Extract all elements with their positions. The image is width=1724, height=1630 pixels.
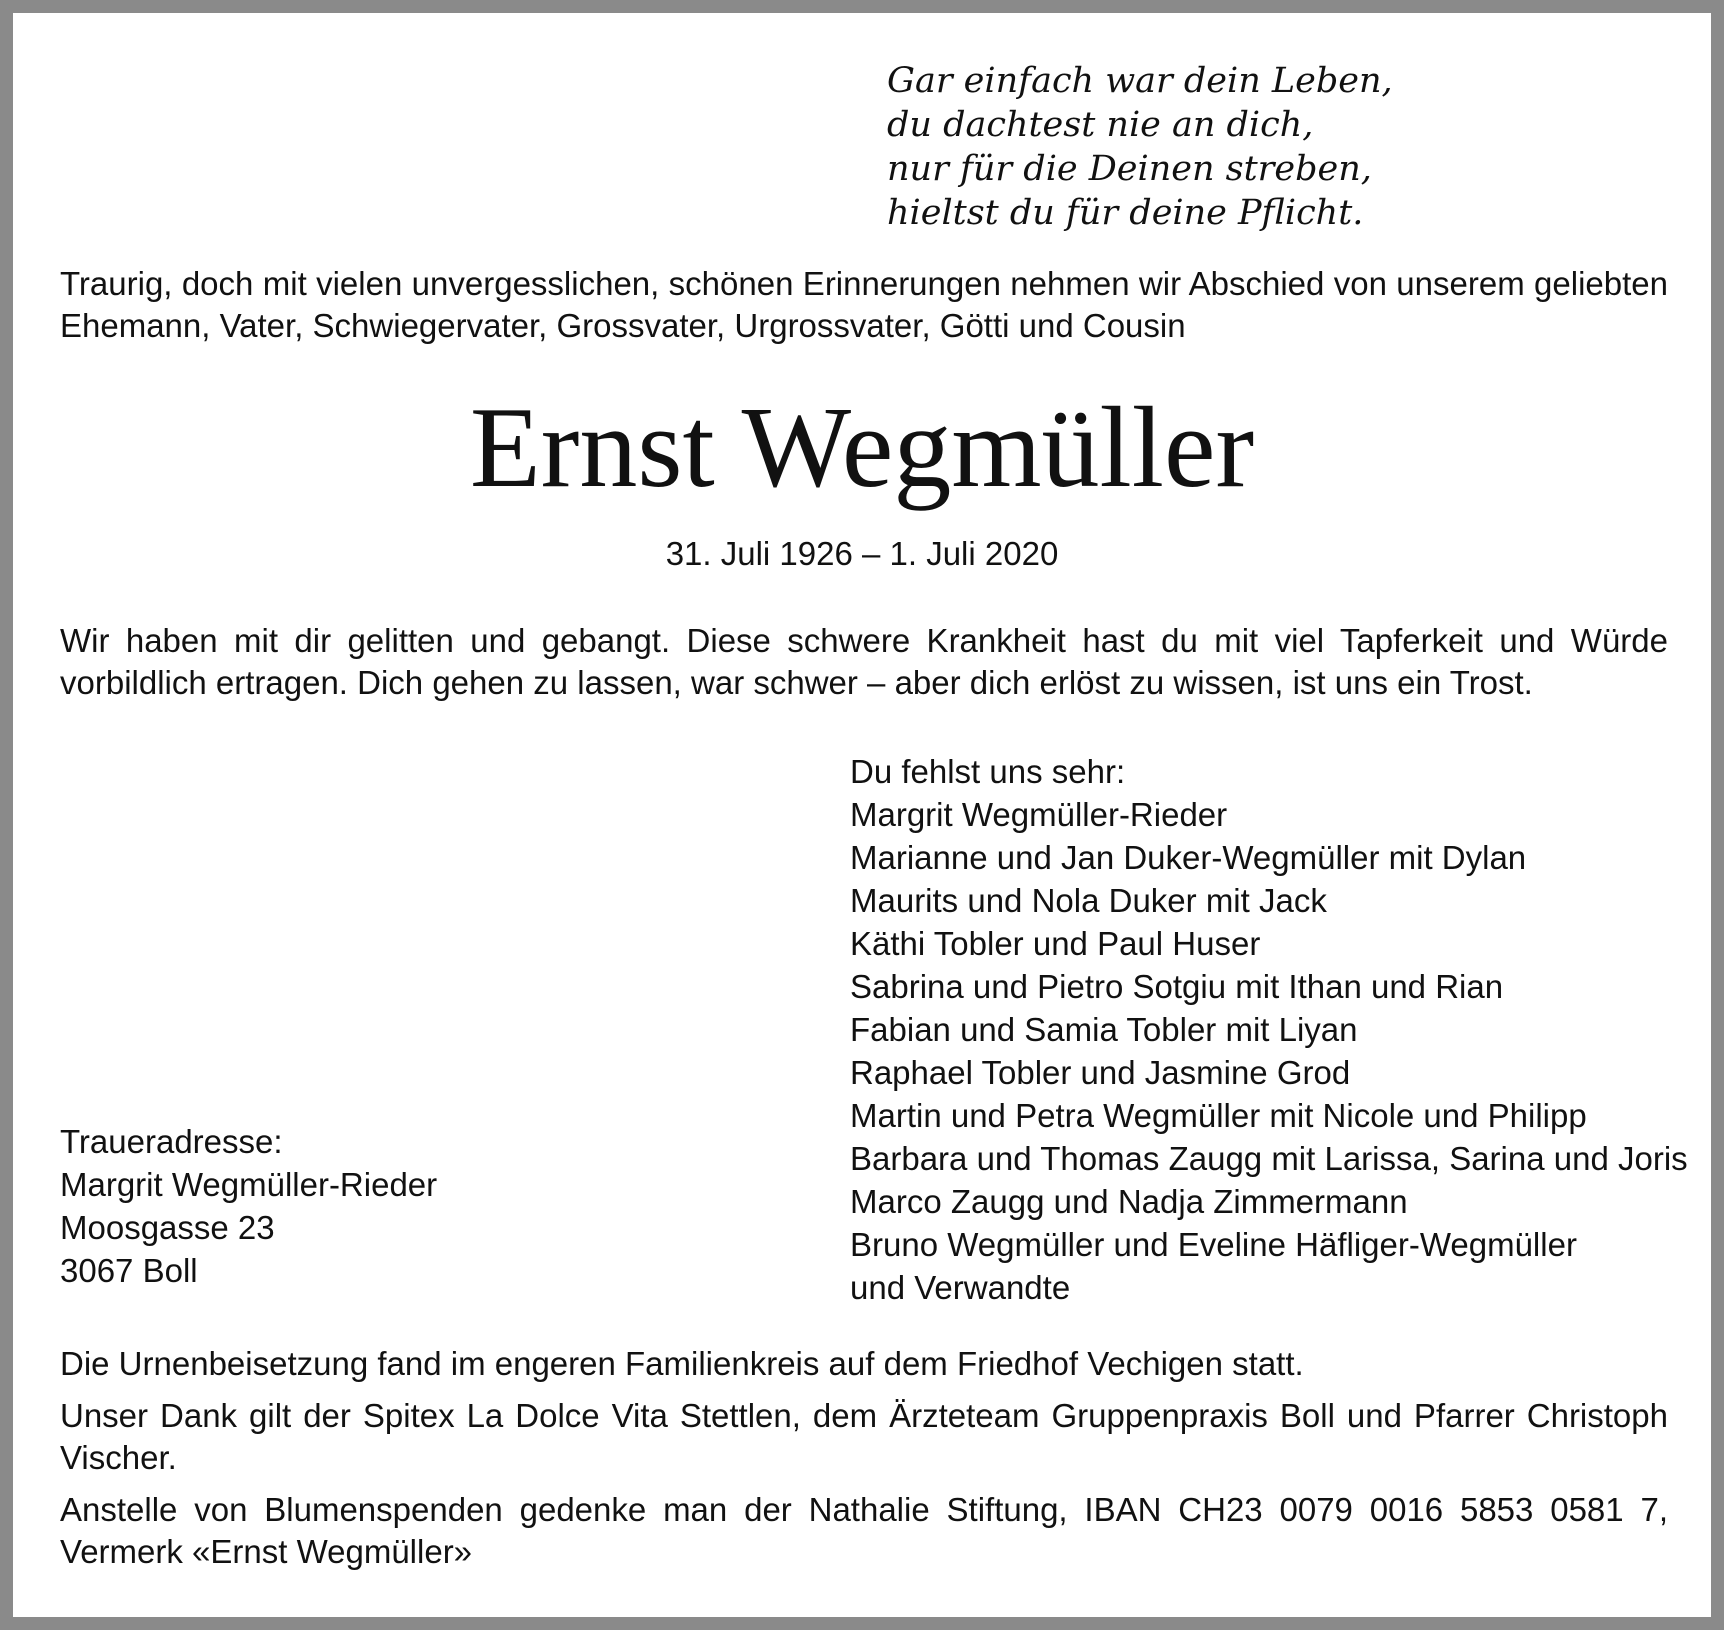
mourner-entry: Käthi Tobler und Paul Huser — [850, 925, 1261, 962]
address-heading: Traueradresse: — [60, 1123, 283, 1160]
mourners-heading: Du fehlst uns sehr: — [850, 753, 1126, 790]
tribute-text: Wir haben mit dir gelitten und gebangt. Diese schwere Krankheit hast du mit viel Tapferkeit und Würde vorbildlich ertragen. Dich gehen zu lassen, war schwer – aber dich erlöst zu wissen, ist uns ein Trost. — [60, 622, 1668, 701]
mourner-entry: Martin und Petra Wegmüller mit Nicole und Philipp — [850, 1097, 1587, 1134]
burial-note: Die Urnenbeisetzung fand im engeren Familienkreis auf dem Friedhof Vechigen statt. — [60, 1345, 1304, 1382]
mourners-list — [850, 750, 1688, 1309]
mourner-entry: Raphael Tobler und Jasmine Grod — [850, 1054, 1351, 1091]
mourner-entry: Maurits und Nola Duker mit Jack — [850, 882, 1327, 919]
poem-line: hieltst du für deine Pflicht. — [887, 193, 1364, 233]
obituary-notice — [13, 13, 1711, 1617]
life-dates: 31. Juli 1926 – 1. Juli 2020 — [665, 535, 1059, 572]
mourner-entry: Fabian und Samia Tobler mit Liyan — [850, 1011, 1358, 1048]
mourner-entry: Margrit Wegmüller-Rieder — [850, 796, 1228, 833]
mourner-entry: Marianne und Jan Duker-Wegmüller mit Dylan — [850, 839, 1527, 876]
thanks-note: Unser Dank gilt der Spitex La Dolce Vita Stettlen, dem Ärzteteam Gruppenpraxis Boll und Pfarrer Christoph Vischer. — [60, 1397, 1668, 1476]
donation-note: Anstelle von Blumenspenden gedenke man der Nathalie Stiftung, IBAN CH23 0079 0016 5853 0581 7, Vermerk «Ernst Wegmüller» — [60, 1491, 1668, 1570]
address-line: Margrit Wegmüller-Rieder — [60, 1166, 438, 1203]
deceased-name: Ernst Wegmüller — [469, 384, 1255, 512]
poem-line: nur für die Deinen streben, — [887, 149, 1372, 189]
mourner-entry: Marco Zaugg und Nadja Zimmermann — [850, 1183, 1408, 1220]
address-line: 3067 Boll — [60, 1252, 198, 1289]
intro-text: Traurig, doch mit vielen unvergesslichen, schönen Erinnerungen nehmen wir Abschied von unserem geliebten Ehemann, Vater, Schwiegervater, Grossvater, Urgrossvater, Götti und Cousin — [60, 265, 1668, 344]
memorial-poem — [887, 59, 1393, 235]
mourner-entry: und Verwandte — [850, 1269, 1071, 1306]
poem-line: Gar einfach war dein Leben, — [887, 61, 1393, 101]
poem-line: du dachtest nie an dich, — [887, 105, 1314, 145]
mourner-entry: Sabrina und Pietro Sotgiu mit Ithan und Rian — [850, 968, 1504, 1005]
address-line: Moosgasse 23 — [60, 1209, 275, 1246]
closing-notes — [60, 1343, 1668, 1583]
mourner-entry: Bruno Wegmüller und Eveline Häfliger-Wegmüller — [850, 1226, 1577, 1263]
mourning-address — [60, 1120, 437, 1292]
mourner-entry: Barbara und Thomas Zaugg mit Larissa, Sarina und Joris — [850, 1140, 1688, 1177]
